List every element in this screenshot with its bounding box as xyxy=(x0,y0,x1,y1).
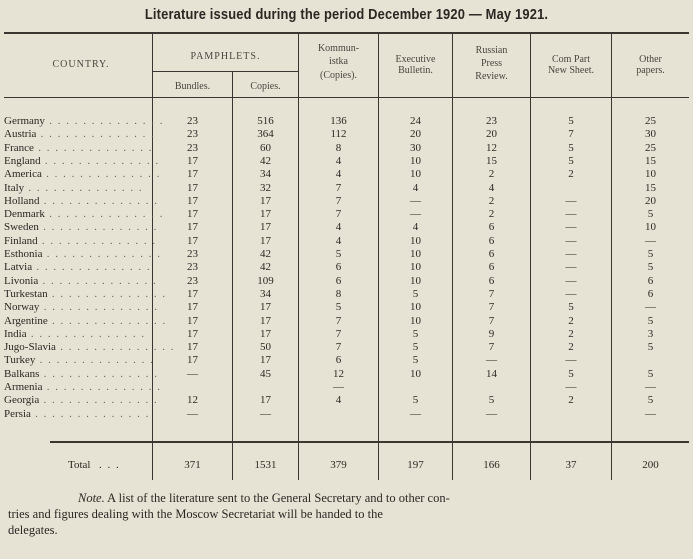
bundles-cell: 17 xyxy=(187,234,198,247)
leader-dots: . . . . . . . . . . . . . . xyxy=(39,367,159,380)
russian-cell: — xyxy=(486,354,497,367)
russian-cell: 6 xyxy=(488,261,495,274)
russian-cell: 12 xyxy=(486,141,497,154)
country-name: India xyxy=(4,327,27,340)
compart-cell: — xyxy=(565,234,577,247)
bundles-cell: 17 xyxy=(187,314,198,327)
executive-cell: 5 xyxy=(412,354,419,367)
russian-cell: 6 xyxy=(488,248,495,260)
other-cell: 5 xyxy=(647,394,654,407)
header-bottom-rule xyxy=(4,97,689,98)
country-name: Germany xyxy=(4,115,45,127)
kommunistka-cell: 5 xyxy=(335,248,342,260)
other-cell: 6 xyxy=(647,274,654,287)
table-row xyxy=(0,222,693,233)
copies-cell: 17 xyxy=(260,208,271,221)
other-cell: 5 xyxy=(647,208,654,221)
total-bundles: 371 xyxy=(184,459,201,471)
footnote-label: Note. xyxy=(78,491,105,505)
country-cell xyxy=(4,208,164,221)
bundles-cell: 17 xyxy=(187,208,198,221)
leader-dots: . . . . . . . . . . . . . . xyxy=(55,341,175,354)
table-row xyxy=(0,169,693,180)
country-cell xyxy=(4,168,161,181)
russian-cell: 7 xyxy=(488,341,495,354)
table-row xyxy=(0,129,693,140)
bundles-cell: 23 xyxy=(187,274,198,287)
country-cell xyxy=(4,367,159,380)
bundles-cell: 23 xyxy=(187,141,198,154)
table-row xyxy=(0,289,693,300)
other-cell: 5 xyxy=(647,248,654,260)
russian-cell: 7 xyxy=(488,287,495,300)
leader-dots: . . . . . . . . . . . . . . xyxy=(30,407,150,420)
country-cell xyxy=(4,183,152,194)
country-cell xyxy=(4,354,155,367)
kommunistka-cell: 7 xyxy=(335,314,342,327)
russian-cell: 9 xyxy=(488,327,495,340)
leader-dots: . . . . . . . . . . . . . . xyxy=(47,314,167,327)
table-row xyxy=(0,382,693,393)
other-cell: 25 xyxy=(645,141,656,154)
bundles-cell: 17 xyxy=(187,168,198,181)
compart-cell: 2 xyxy=(568,394,574,407)
table-row xyxy=(0,156,693,167)
russian-cell: 6 xyxy=(488,274,495,287)
table-row xyxy=(0,395,693,406)
compart-cell: 2 xyxy=(568,168,574,181)
leader-dots: . . . . . . . . . . . . . . xyxy=(24,181,144,194)
country-name: Argentine xyxy=(4,314,48,327)
kommunistka-cell: 4 xyxy=(335,221,342,234)
header-bundles: Bundles. xyxy=(174,81,211,92)
total-russian: 166 xyxy=(483,459,500,471)
total-label: Total . . . xyxy=(68,459,121,471)
country-cell xyxy=(4,314,167,327)
table-row xyxy=(0,236,693,247)
total-row xyxy=(0,459,693,471)
executive-cell: 10 xyxy=(410,234,421,247)
bundles-cell: 17 xyxy=(187,221,198,234)
copies-cell: 60 xyxy=(260,141,271,154)
other-cell: 5 xyxy=(647,261,654,274)
bundles-cell: 17 xyxy=(187,327,198,340)
header-other-line: papers. xyxy=(636,65,665,76)
leader-dots: . . . . . . . . . . . . . . xyxy=(40,154,160,167)
compart-cell: 2 xyxy=(568,327,574,340)
compart-cell: 5 xyxy=(568,367,574,380)
header-russian-line: Russian xyxy=(475,45,508,56)
other-cell: — xyxy=(645,234,656,247)
header-russian-line: Review. xyxy=(475,71,508,82)
executive-cell: 24 xyxy=(410,115,421,127)
compart-cell: 7 xyxy=(568,128,574,141)
table-row xyxy=(0,183,693,194)
kommunistka-cell: 7 xyxy=(335,341,342,354)
executive-cell: 10 xyxy=(410,314,421,327)
russian-cell: 2 xyxy=(488,194,495,207)
copies-cell: 516 xyxy=(257,115,274,127)
footnote-line: tries and figures dealing with the Moscow Secretariat will be handed to the xyxy=(8,507,383,521)
copies-cell: 17 xyxy=(260,354,271,367)
table-row xyxy=(0,355,693,366)
table-row xyxy=(0,249,693,260)
copies-cell: 42 xyxy=(260,154,271,167)
kommunistka-cell: 4 xyxy=(335,234,342,247)
leader-dots: . . . . . . . . . . . . . . xyxy=(47,287,167,300)
compart-cell: 2 xyxy=(568,341,574,354)
russian-cell: — xyxy=(486,407,497,420)
kommunistka-cell: 12 xyxy=(333,367,344,380)
executive-cell: 10 xyxy=(410,274,421,287)
country-cell xyxy=(4,115,164,127)
footnote-line xyxy=(8,490,691,506)
header-executive-line: Bulletin. xyxy=(398,65,433,76)
compart-cell: — xyxy=(565,208,577,221)
country-name: Armenia xyxy=(4,381,43,393)
total-executive: 197 xyxy=(407,459,424,471)
compart-cell: 5 xyxy=(568,141,574,154)
leader-dots: . . . . . . . . . . . . . . xyxy=(38,221,158,234)
copies-cell: 42 xyxy=(260,261,271,274)
russian-cell: 14 xyxy=(486,367,497,380)
leader-dots: . . . . . . . . . . . . . . xyxy=(44,208,164,221)
header-compart-line: Com Part xyxy=(551,54,591,65)
other-cell: 5 xyxy=(647,367,654,380)
executive-cell: 10 xyxy=(410,261,421,274)
table-row xyxy=(0,209,693,220)
country-cell xyxy=(4,221,158,234)
bundles-cell: 17 xyxy=(187,301,198,314)
table-row xyxy=(0,302,693,313)
russian-cell: 4 xyxy=(488,181,495,194)
kommunistka-cell: 6 xyxy=(335,274,342,287)
header-pamphlets: PAMPHLETS. xyxy=(190,51,261,62)
other-cell: 5 xyxy=(647,341,654,354)
country-cell xyxy=(4,394,159,407)
country-name: Persia xyxy=(4,407,31,420)
other-cell: 10 xyxy=(645,168,656,181)
russian-cell: 7 xyxy=(488,301,495,314)
compart-cell: — xyxy=(565,221,577,234)
header-compart-line: New Sheet. xyxy=(547,65,595,76)
copies-cell: 17 xyxy=(260,221,271,234)
table-row xyxy=(0,262,693,273)
total-copies: 1531 xyxy=(254,459,277,471)
leader-dots: . . . . . . . . . . . . . . xyxy=(42,248,162,260)
other-cell: 5 xyxy=(647,314,654,327)
russian-cell: 20 xyxy=(486,128,497,141)
country-cell xyxy=(4,341,175,354)
bundles-cell: 23 xyxy=(187,261,198,274)
country-cell xyxy=(4,143,152,154)
other-cell: 3 xyxy=(647,327,654,340)
executive-cell: — xyxy=(410,208,421,221)
kommunistka-cell: 5 xyxy=(335,301,342,314)
leader-dots: . . . . . . . . . . . . . . xyxy=(37,234,157,247)
page-title: Literature issued during the period December 1920 — May 1921. xyxy=(144,6,549,23)
copies-cell: 109 xyxy=(257,274,274,287)
table-row xyxy=(0,116,693,127)
leader-dots: . . . . . . . . . . . . . . xyxy=(38,274,158,287)
header-russian-line: Press xyxy=(480,58,503,69)
compart-cell: — xyxy=(565,354,577,367)
country-name: Balkans xyxy=(4,367,40,380)
kommunistka-cell: 4 xyxy=(335,394,342,407)
country-cell xyxy=(4,194,159,207)
country-name: Austria xyxy=(4,128,37,141)
total-rule xyxy=(50,441,689,443)
compart-cell: 5 xyxy=(568,115,574,127)
other-cell: 15 xyxy=(645,181,656,194)
bundles-cell: — xyxy=(187,407,198,420)
bundles-cell: 12 xyxy=(187,394,198,407)
executive-cell: 10 xyxy=(410,168,421,181)
executive-cell: 5 xyxy=(412,287,419,300)
bundles-cell: — xyxy=(187,367,198,380)
executive-cell: 4 xyxy=(412,181,419,194)
country-name: Livonia xyxy=(4,274,39,287)
header-executive-line: Executive xyxy=(395,54,436,65)
executive-cell: 10 xyxy=(410,367,421,380)
kommunistka-cell: 7 xyxy=(335,327,342,340)
bundles-cell: 17 xyxy=(187,341,198,354)
compart-cell: 5 xyxy=(568,154,574,167)
country-name: Turkey xyxy=(4,354,36,367)
copies-cell: 45 xyxy=(260,367,271,380)
russian-cell: 23 xyxy=(486,115,497,127)
country-name: Latvia xyxy=(4,261,33,274)
leader-dots: . . . . . . . . . . . . . . xyxy=(41,168,161,181)
executive-cell: 20 xyxy=(410,128,421,141)
copies-cell: — xyxy=(260,407,271,420)
kommunistka-cell: 4 xyxy=(335,168,342,181)
country-name: America xyxy=(4,168,42,181)
executive-cell: — xyxy=(410,407,421,420)
russian-cell: 2 xyxy=(488,208,495,221)
copies-cell: 17 xyxy=(260,394,271,407)
leader-dots: . . . . . . . . . . . . . . xyxy=(39,194,159,207)
country-name: Jugo-Slavia xyxy=(4,341,56,354)
country-cell xyxy=(4,287,167,300)
country-name: England xyxy=(4,154,41,167)
country-cell xyxy=(4,329,152,340)
country-name: Norway xyxy=(4,301,40,314)
kommunistka-cell: 4 xyxy=(335,154,342,167)
header-kommunistka-line: (Copies). xyxy=(320,70,357,81)
bundles-cell: 17 xyxy=(187,154,198,167)
leader-dots: . . . . . . . . . . . . . . xyxy=(26,327,146,340)
leader-dots: . . . . . . . . . . . . . . xyxy=(35,354,155,367)
kommunistka-cell: — xyxy=(333,381,344,393)
executive-cell: 5 xyxy=(412,341,419,354)
other-cell: 15 xyxy=(645,154,656,167)
country-name: Georgia xyxy=(4,394,40,407)
footnote xyxy=(8,490,691,538)
footnote-text: A list of the literature sent to the General Secretary and to other con- xyxy=(104,491,450,505)
table-top-rule xyxy=(4,32,689,34)
header-copies: Copies. xyxy=(250,81,281,92)
other-cell: — xyxy=(645,381,656,393)
other-cell: — xyxy=(645,407,656,420)
country-cell xyxy=(4,409,152,420)
copies-cell: 32 xyxy=(260,181,271,194)
country-cell xyxy=(4,248,162,260)
country-cell xyxy=(4,274,158,287)
russian-cell: 2 xyxy=(488,168,495,181)
executive-cell: 5 xyxy=(412,327,419,340)
pamphlets-underline xyxy=(153,71,298,72)
kommunistka-cell: 7 xyxy=(335,181,342,194)
kommunistka-cell: 8 xyxy=(335,141,342,154)
table-row xyxy=(0,369,693,380)
leader-dots: . . . . . . . . . . . . . . xyxy=(44,115,164,127)
leader-dots: . . . . . . . . . . . . . . xyxy=(33,141,153,154)
other-cell: 30 xyxy=(645,128,656,141)
russian-cell: 6 xyxy=(488,234,495,247)
bundles-cell: 17 xyxy=(187,181,198,194)
country-cell xyxy=(4,381,162,393)
other-cell: 20 xyxy=(645,194,656,207)
compart-cell: — xyxy=(565,287,577,300)
compart-cell: — xyxy=(565,381,577,393)
kommunistka-cell: 7 xyxy=(335,194,342,207)
bundles-cell: 17 xyxy=(187,354,198,367)
russian-cell: 5 xyxy=(488,394,495,407)
country-cell xyxy=(4,128,156,141)
executive-cell: 10 xyxy=(410,154,421,167)
leader-dots: . . . . . . . . . . . . . . xyxy=(36,128,156,141)
leader-dots: . . . . . . . . . . . . . . xyxy=(39,301,159,314)
country-cell xyxy=(4,154,160,167)
bundles-cell: 23 xyxy=(187,248,198,260)
table-row xyxy=(0,409,693,420)
country-name: Esthonia xyxy=(4,248,43,260)
copies-cell: 42 xyxy=(260,248,271,260)
copies-cell: 50 xyxy=(260,341,271,354)
table-row xyxy=(0,342,693,353)
total-kommunistka: 379 xyxy=(330,459,347,471)
table-row xyxy=(0,316,693,327)
kommunistka-cell: 8 xyxy=(335,287,342,300)
copies-cell: 17 xyxy=(260,327,271,340)
total-label-text: Total xyxy=(68,459,91,471)
kommunistka-cell: 6 xyxy=(335,354,342,367)
bundles-cell: 23 xyxy=(187,115,198,127)
table-row xyxy=(0,196,693,207)
header-country: COUNTRY. xyxy=(52,59,110,70)
kommunistka-cell: 6 xyxy=(335,261,342,274)
kommunistka-cell: 136 xyxy=(330,115,347,127)
executive-cell: — xyxy=(410,194,421,207)
compart-cell: — xyxy=(565,261,577,274)
leader-dots: . . . . . . . . . . . . . . xyxy=(42,381,162,393)
copies-cell: 17 xyxy=(260,314,271,327)
table-row xyxy=(0,329,693,340)
copies-cell: 17 xyxy=(260,194,271,207)
compart-cell: 2 xyxy=(568,314,574,327)
compart-cell: — xyxy=(565,194,577,207)
country-cell xyxy=(4,262,152,273)
country-name: Holland xyxy=(4,194,40,207)
russian-cell: 6 xyxy=(488,221,495,234)
copies-cell: 17 xyxy=(260,301,271,314)
copies-cell: 17 xyxy=(260,234,271,247)
header-kommunistka-line: Kommun- xyxy=(317,43,360,54)
other-cell: 25 xyxy=(645,115,656,127)
bundles-cell: 23 xyxy=(187,128,198,141)
table-row xyxy=(0,276,693,287)
compart-cell: — xyxy=(565,274,577,287)
header-kommunistka-line: istka xyxy=(329,56,348,67)
footnote-line: delegates. xyxy=(8,523,58,537)
country-name: Turkestan xyxy=(4,287,48,300)
russian-cell: 7 xyxy=(488,314,495,327)
compart-cell: — xyxy=(565,248,577,260)
leader-dots: . . . . . . . . . . . . . . xyxy=(39,394,159,407)
executive-cell: 5 xyxy=(412,394,419,407)
kommunistka-cell: 7 xyxy=(335,208,342,221)
russian-cell: 15 xyxy=(486,154,497,167)
executive-cell: 4 xyxy=(412,221,419,234)
kommunistka-cell: 112 xyxy=(330,128,347,141)
compart-cell: 5 xyxy=(568,301,574,314)
other-cell: 6 xyxy=(647,287,654,300)
executive-cell: 10 xyxy=(410,248,421,260)
country-cell xyxy=(4,301,159,314)
other-cell: 10 xyxy=(645,221,656,234)
table-row xyxy=(0,143,693,154)
total-other: 200 xyxy=(642,459,659,471)
country-cell xyxy=(4,234,157,247)
country-name: France xyxy=(4,141,34,154)
executive-cell: 30 xyxy=(410,141,421,154)
copies-cell: 364 xyxy=(257,128,274,141)
other-cell: — xyxy=(645,301,656,314)
bundles-cell: 17 xyxy=(187,287,198,300)
copies-cell: 34 xyxy=(260,287,271,300)
total-compart: 37 xyxy=(565,459,577,471)
header-other-line: Other xyxy=(639,54,662,65)
country-name: Finland xyxy=(4,234,38,247)
copies-cell: 34 xyxy=(260,168,271,181)
country-name: Italy xyxy=(4,181,25,194)
bundles-cell: 17 xyxy=(187,194,198,207)
country-name: Denmark xyxy=(4,208,45,221)
leader-dots: . . . . . . . . . . . . . . xyxy=(32,261,152,274)
country-name: Sweden xyxy=(4,221,39,234)
executive-cell: 10 xyxy=(410,301,421,314)
